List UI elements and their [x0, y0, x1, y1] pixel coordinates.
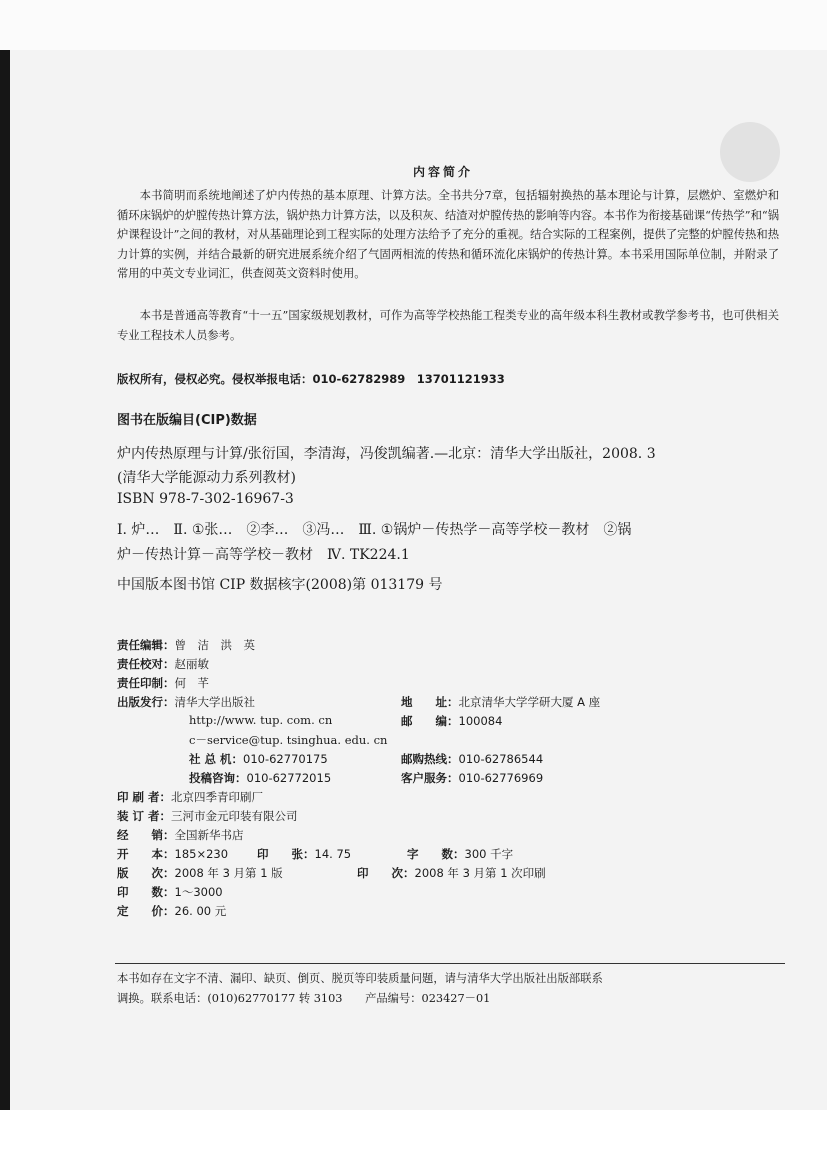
credit-postcode [401, 713, 502, 729]
credit-label: 字 数： [407, 847, 465, 861]
cip-line-isbn: ISBN 978-7-302-16967-3 [117, 491, 294, 507]
credit-value: 010-62776969 [458, 771, 544, 785]
credit-value: 2008 年 3 月第 1 次印刷 [414, 866, 546, 880]
credit-label: 邮 编： [401, 714, 459, 728]
cip-line-record-number: 中国版本图书馆 CIP 数据核字(2008)第 013179 号 [117, 577, 443, 593]
intro-title: 内容简介 [413, 165, 474, 179]
credit-label: 装 订 者： [117, 809, 172, 823]
credit-label: 开 本： [117, 847, 175, 861]
credit-proofreader [117, 656, 209, 672]
footer-divider [115, 963, 785, 964]
credit-label: 定 价： [117, 904, 175, 918]
credit-value: 北京四季青印刷厂 [171, 790, 264, 804]
footer-notice-line-1: 本书如存在文字不清、漏印、缺页、倒页、脱页等印装质量问题，请与清华大学出版社出版部联系 [117, 972, 603, 985]
credit-value: 曾 洁 洪 英 [174, 638, 255, 652]
credit-label: 邮购热线： [401, 752, 459, 766]
credit-value: 010-62786544 [458, 752, 544, 766]
credit-label: 版 次： [117, 866, 175, 880]
publisher-website: http://www. tup. com. cn [189, 713, 333, 727]
credit-sheets [257, 846, 351, 862]
credit-submission [189, 770, 331, 786]
credit-label: 印 张： [257, 847, 315, 861]
credit-label: 出版发行： [117, 695, 175, 709]
scan-bottom-margin [0, 1110, 827, 1169]
credit-label: 客户服务： [401, 771, 459, 785]
credit-value: 14. 75 [314, 847, 352, 861]
credit-format [117, 846, 228, 862]
credit-value: 010-62770175 [243, 752, 328, 766]
cip-line-classification-2: 炉－传热计算－高等学校－教材 Ⅳ. TK224.1 [117, 547, 410, 563]
credit-distributor [117, 827, 244, 843]
credit-label: 印 刷 者： [117, 790, 172, 804]
credit-value: 北京清华大学学研大厦 A 座 [458, 695, 601, 709]
credit-value: 26. 00 元 [174, 904, 227, 918]
intro-paragraph-2: 本书是普通高等教育“十一五”国家级规划教材，可作为高等学校热能工程类专业的高年级本科生教材或教学参考书，也可供相关专业工程技术人员参考。 [117, 309, 779, 342]
credit-label: 社 总 机： [189, 752, 244, 766]
scan-left-edge [0, 50, 10, 1110]
credit-label: 责任校对： [117, 657, 175, 671]
credit-value: 185×230 [174, 847, 229, 861]
credit-price [117, 903, 226, 919]
credit-label: 投稿咨询： [189, 771, 247, 785]
cip-line-title: 炉内传热原理与计算/张衍国，李清海，冯俊凯编著.—北京：清华大学出版社，2008. 3 [117, 446, 656, 462]
cip-heading: 图书在版编目(CIP)数据 [117, 413, 257, 428]
credit-value: 何 芊 [174, 676, 209, 690]
credit-value: 赵丽敏 [174, 657, 209, 671]
scan-top-margin [0, 0, 827, 50]
credit-label: 地 址： [401, 695, 459, 709]
credit-impression [357, 865, 546, 881]
credit-edition [117, 865, 283, 881]
credit-label: 责任印制： [117, 676, 175, 690]
credit-label: 经 销： [117, 828, 175, 842]
credit-mail-order [401, 751, 543, 767]
credit-label: 印 次： [357, 866, 415, 880]
credit-binder [117, 808, 298, 824]
publisher-email: c－service@tup. tsinghua. edu. cn [189, 733, 388, 747]
credit-customer-service [401, 770, 543, 786]
credit-switchboard [189, 751, 328, 767]
credit-word-count [407, 846, 513, 862]
credit-printer [117, 789, 263, 805]
credit-publisher [117, 694, 255, 710]
footer-notice-line-2: 调换。联系电话：(010)62770177 转 3103 产品编号：023427－01 [117, 992, 491, 1005]
intro-paragraph-1: 本书简明而系统地阐述了炉内传热的基本原理、计算方法。全书共分7章，包括辐射换热的基本理论与计算，层燃炉、室燃炉和循环床锅炉的炉膛传热计算方法，锅炉热力计算方法，以及积灰、结渣对炉膛传热的影响等内容。本书作为衔接基础课“传热学”和“锅炉课程设计”之间的教材，对从基础理论到工程实际的处理方法给予了充分的重视。结合实际的工程案例，提供了完整的炉膛传热和热力计算的实例，并结合最新的研究进展系统介绍了气固两相流的传热和循环流化床锅炉的传热计算。本书采用国际单位制，并附录了常用的中英文专业词汇，供查阅英文资料时使用。 [117, 189, 779, 281]
credit-print-manager [117, 675, 209, 691]
cip-line-series: (清华大学能源动力系列教材) [117, 470, 296, 486]
credit-value: 100084 [458, 714, 503, 728]
credit-value: 清华大学出版社 [174, 695, 255, 709]
credit-value: 1～3000 [174, 885, 223, 899]
credit-label: 责任编辑： [117, 638, 175, 652]
cip-line-classification-1: Ⅰ. 炉… Ⅱ. ①张… ②李… ③冯… Ⅲ. ①锅炉－传热学－高等学校－教材 ②锅 [117, 522, 632, 538]
credit-address [401, 694, 600, 710]
copyright-line: 版权所有，侵权必究。侵权举报电话：010-62782989 13701121933 [117, 372, 505, 386]
credit-value: 三河市金元印装有限公司 [171, 809, 298, 823]
credit-label: 印 数： [117, 885, 175, 899]
credit-value: 2008 年 3 月第 1 版 [174, 866, 283, 880]
credit-editor [117, 637, 255, 653]
credit-value: 全国新华书店 [174, 828, 244, 842]
credit-value: 300 千字 [464, 847, 514, 861]
credit-value: 010-62772015 [246, 771, 332, 785]
credit-print-run [117, 884, 223, 900]
bleed-through-seal [720, 122, 780, 182]
